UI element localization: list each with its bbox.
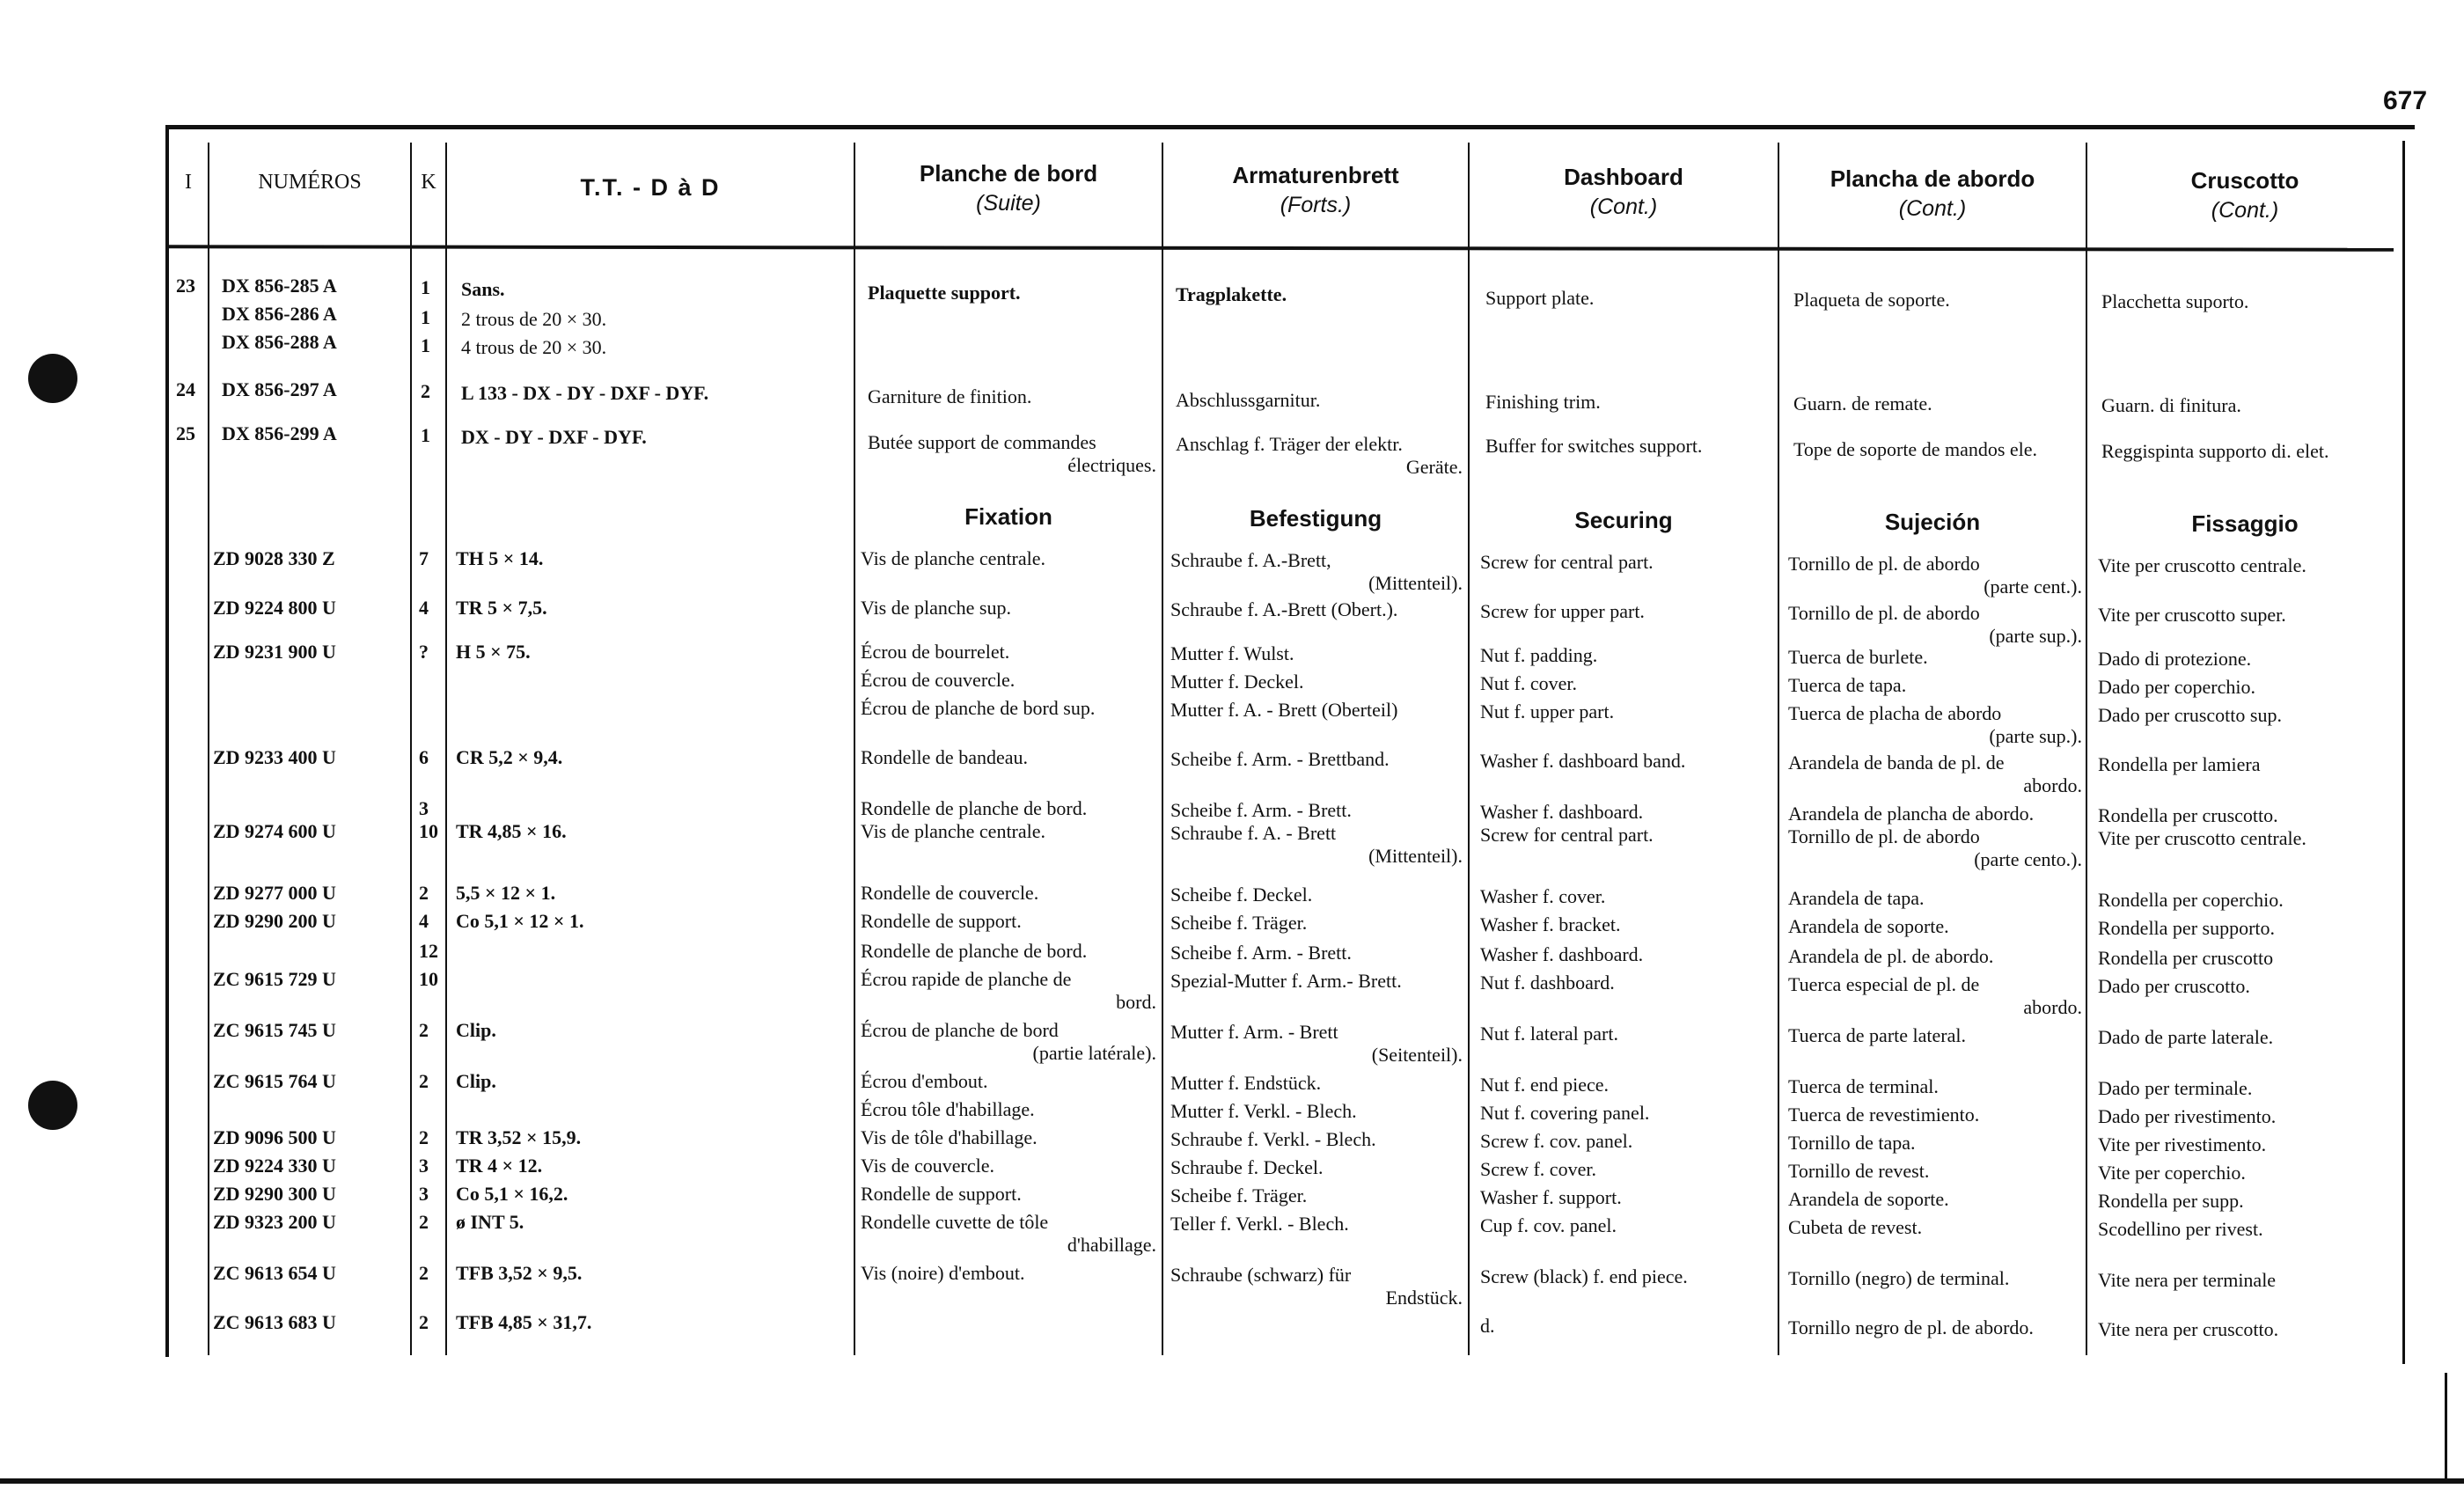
desc-de: Spezial-Mutter f. Arm.- Brett.	[1170, 970, 1402, 992]
header-lang-de	[1163, 160, 1468, 220]
desc-en: Washer f. cover.	[1480, 885, 1606, 907]
desc-it: Dado per cruscotto.	[2098, 975, 2250, 997]
header-en-title: Dashboard	[1564, 164, 1683, 190]
desc-es-cont: (parte cento.).	[1974, 848, 2082, 870]
desc-en: Washer f. dashboard.	[1480, 943, 1644, 965]
quantity: 2	[419, 1311, 429, 1333]
section-de: Befestigung	[1249, 505, 1382, 532]
part-number: DX 856-285 A	[222, 275, 337, 297]
part-number: ZC 9615 729 U	[213, 968, 336, 990]
desc-it: Rondella per supporto.	[2098, 917, 2276, 939]
header-col-k: K	[421, 171, 436, 194]
tt-spec: DX - DY - DXF - DYF.	[461, 426, 647, 448]
desc-en: d.	[1480, 1315, 1495, 1337]
desc-en: Cup f. cov. panel.	[1480, 1214, 1617, 1236]
part-number: ZD 9096 500 U	[213, 1126, 336, 1148]
desc-en: Nut f. upper part.	[1480, 700, 1615, 722]
part-number: ZD 9274 600 U	[213, 820, 336, 842]
table-left-border	[165, 125, 169, 1357]
desc-es-cont: (parte sup.).	[1989, 725, 2082, 747]
page-bottom-rule	[0, 1478, 2464, 1484]
desc-en: Nut f. cover.	[1480, 672, 1577, 694]
desc-es: Tornillo de revest.	[1788, 1160, 1930, 1182]
header-col-numeros: NUMÉROS	[258, 171, 362, 194]
desc-fr: Butée support de commandes	[868, 431, 1096, 453]
desc-de: Schraube f. Verkl. - Blech.	[1170, 1128, 1376, 1150]
header-en-sub: (Cont.)	[1589, 194, 1658, 219]
desc-it: Dado per cruscotto sup.	[2098, 704, 2282, 726]
tt-spec: Co 5,1 × 16,2.	[456, 1183, 568, 1205]
quantity: 10	[419, 968, 438, 990]
desc-en: Nut f. lateral part.	[1480, 1023, 1618, 1045]
quantity: 3	[419, 1155, 429, 1177]
header-col-i: I	[185, 171, 192, 194]
punch-hole-bottom	[28, 1081, 77, 1130]
page-number: 677	[2383, 86, 2428, 115]
tt-spec: Sans.	[461, 278, 505, 300]
col-sep-i	[208, 143, 209, 1355]
tt-spec: Clip.	[456, 1070, 496, 1092]
desc-it: Rondella per lamiera	[2098, 753, 2261, 775]
desc-es-cont: (parte sup.).	[1989, 625, 2082, 647]
desc-es: Tornillo (negro) de terminal.	[1788, 1267, 2010, 1289]
quantity: 2	[419, 1211, 429, 1233]
desc-it: Rondella per coperchio.	[2098, 889, 2284, 911]
item-number: 23	[176, 275, 195, 297]
desc-fr: Vis de planche centrale.	[861, 820, 1046, 842]
col-sep-k	[445, 143, 447, 1355]
desc-es: Arandela de soporte.	[1788, 1188, 1949, 1210]
desc-de: Schraube f. Deckel.	[1170, 1156, 1324, 1178]
desc-it: Vite per coperchio.	[2098, 1162, 2246, 1184]
desc-es: Arandela de plancha de abordo.	[1788, 803, 2035, 825]
desc-en: Nut f. end piece.	[1480, 1074, 1609, 1096]
quantity: 1	[421, 334, 430, 356]
quantity: 2	[419, 882, 429, 904]
header-de-title: Armaturenbrett	[1232, 162, 1399, 188]
quantity: 7	[419, 547, 429, 569]
desc-fr: Vis de planche sup.	[861, 597, 1011, 619]
desc-fr: Rondelle de support.	[861, 910, 1022, 932]
desc-es: Tornillo de pl. de abordo	[1788, 602, 1980, 624]
item-number: 25	[176, 422, 195, 444]
desc-de: Scheibe f. Deckel.	[1170, 884, 1313, 906]
header-lang-en	[1470, 162, 1778, 222]
tt-spec: L 133 - DX - DY - DXF - DYF.	[461, 382, 709, 404]
tt-spec: 5,5 × 12 × 1.	[456, 882, 556, 904]
desc-de-cont: Endstück.	[1385, 1287, 1463, 1309]
desc-de: Mutter f. Deckel.	[1170, 671, 1304, 693]
desc-en: Finishing trim.	[1485, 391, 1601, 413]
desc-es: Tuerca especial de pl. de	[1788, 973, 1980, 995]
section-fr: Fixation	[964, 503, 1052, 530]
desc-fr: Rondelle de planche de bord.	[861, 940, 1088, 962]
part-number: ZD 9290 200 U	[213, 910, 336, 932]
desc-es: Arandela de pl. de abordo.	[1788, 945, 1994, 967]
part-number: DX 856-288 A	[222, 331, 337, 353]
header-fr-title: Planche de bord	[919, 160, 1098, 187]
section-en: Securing	[1574, 507, 1673, 533]
col-sep-fr	[1162, 143, 1163, 1355]
desc-fr: Vis de tôle d'habillage.	[861, 1126, 1038, 1148]
desc-de: Scheibe f. Arm. - Brett.	[1170, 799, 1352, 821]
desc-it: Reggispinta supporto di. elet.	[2101, 440, 2329, 462]
desc-en: Screw f. cov. panel.	[1480, 1130, 1633, 1152]
desc-fr: Rondelle de support.	[861, 1183, 1022, 1205]
desc-de: Anschlag f. Träger der elektr.	[1176, 433, 1403, 455]
part-number: ZD 9277 000 U	[213, 882, 336, 904]
desc-de: Scheibe f. Arm. - Brettband.	[1170, 748, 1390, 770]
desc-en: Nut f. dashboard.	[1480, 972, 1615, 994]
tt-spec: H 5 × 75.	[456, 641, 531, 663]
desc-de: Schraube f. A.-Brett (Obert.).	[1170, 598, 1398, 620]
desc-de: Mutter f. A. - Brett (Oberteil)	[1170, 699, 1398, 721]
desc-fr: Écrou de bourrelet.	[861, 641, 1010, 663]
desc-es: Tope de soporte de mandos ele.	[1793, 438, 2038, 460]
section-it: Fissaggio	[2191, 510, 2299, 537]
desc-fr: Écrou d'embout.	[861, 1070, 988, 1092]
desc-it: Guarn. di finitura.	[2101, 394, 2241, 416]
desc-es: Tuerca de revestimiento.	[1788, 1104, 1980, 1126]
quantity: ?	[419, 641, 429, 663]
desc-es: Plaqueta de soporte.	[1793, 289, 1950, 311]
quantity: 4	[419, 597, 429, 619]
desc-fr-cont: bord.	[1116, 991, 1156, 1013]
quantity: 2	[419, 1070, 429, 1092]
quantity: 1	[421, 306, 430, 328]
desc-it: Vite per rivestimento.	[2098, 1133, 2267, 1155]
desc-es: Arandela de soporte.	[1788, 915, 1949, 937]
desc-es: Tornillo de tapa.	[1788, 1132, 1916, 1154]
desc-de: Tragplakette.	[1176, 283, 1287, 305]
col-sep-es	[2086, 143, 2087, 1355]
desc-de-cont: (Seitenteil).	[1371, 1044, 1463, 1066]
col-sep-de	[1468, 143, 1470, 1355]
tt-spec: CR 5,2 × 9,4.	[456, 746, 563, 768]
desc-it: Vite nera per cruscotto.	[2098, 1318, 2279, 1340]
header-lang-es	[1779, 164, 2086, 224]
quantity: 2	[419, 1019, 429, 1041]
col-sep-en	[1778, 143, 1779, 1355]
header-fr-sub: (Suite)	[976, 191, 1041, 216]
page-right-edge	[2445, 1373, 2447, 1478]
col-sep-num	[410, 143, 412, 1355]
desc-es: Tuerca de placha de abordo	[1788, 702, 2002, 724]
desc-es-cont: abordo.	[2023, 996, 2082, 1018]
desc-en: Screw f. cover.	[1480, 1158, 1596, 1180]
header-de-sub: (Forts.)	[1280, 193, 1352, 217]
desc-de: Mutter f. Wulst.	[1170, 642, 1294, 664]
desc-it: Dado per terminale.	[2098, 1077, 2253, 1099]
desc-de: Abschlussgarnitur.	[1176, 389, 1321, 411]
part-number: ZD 9224 330 U	[213, 1155, 336, 1177]
desc-fr-cont: d'habillage.	[1067, 1234, 1156, 1256]
col-sep-tt	[854, 143, 855, 1355]
part-number: ZC 9615 745 U	[213, 1019, 336, 1041]
desc-de-cont: (Mittenteil).	[1368, 572, 1463, 594]
desc-fr: Rondelle cuvette de tôle	[861, 1211, 1049, 1233]
table-top-border	[165, 125, 2415, 129]
desc-en: Buffer for switches support.	[1485, 435, 1703, 457]
part-number: ZD 9290 300 U	[213, 1183, 336, 1205]
quantity: 3	[419, 1183, 429, 1205]
tt-spec: ø INT 5.	[456, 1211, 524, 1233]
desc-en: Washer f. bracket.	[1480, 913, 1621, 935]
quantity: 2	[419, 1262, 429, 1284]
desc-de: Schraube (schwarz) für	[1170, 1264, 1352, 1286]
section-es: Sujeción	[1884, 509, 1981, 535]
desc-it: Dado de parte laterale.	[2098, 1026, 2274, 1048]
desc-de: Mutter f. Verkl. - Blech.	[1170, 1100, 1357, 1122]
desc-de: Teller f. Verkl. - Blech.	[1170, 1213, 1349, 1235]
desc-it: Vite nera per terminale	[2098, 1269, 2277, 1291]
part-number: DX 856-286 A	[222, 303, 337, 325]
tt-spec: TR 5 × 7,5.	[456, 597, 547, 619]
tt-spec: Co 5,1 × 12 × 1.	[456, 910, 584, 932]
desc-es: Arandela de banda de pl. de	[1788, 752, 2005, 774]
tt-spec: 4 trous de 20 × 30.	[461, 336, 607, 358]
tt-spec: 2 trous de 20 × 30.	[461, 308, 607, 330]
desc-fr: Garniture de finition.	[868, 385, 1032, 407]
desc-en: Screw for upper part.	[1480, 600, 1645, 622]
tt-spec: TFB 4,85 × 31,7.	[456, 1311, 592, 1333]
part-number: ZD 9231 900 U	[213, 641, 336, 663]
desc-de: Mutter f. Arm. - Brett	[1170, 1021, 1338, 1043]
desc-en: Screw (black) f. end piece.	[1480, 1265, 1688, 1287]
desc-fr: Écrou rapide de planche de	[861, 968, 1072, 990]
desc-en: Washer f. dashboard band.	[1480, 750, 1686, 772]
desc-es: Tornillo de pl. de abordo	[1788, 825, 1980, 847]
desc-fr-cont: (partie latérale).	[1032, 1042, 1156, 1064]
part-number: ZC 9613 683 U	[213, 1311, 336, 1333]
header-lang-fr	[855, 158, 1162, 218]
desc-es-cont: abordo.	[2023, 774, 2082, 796]
desc-es: Tornillo negro de pl. de abordo.	[1788, 1316, 2034, 1338]
header-es-sub: (Cont.)	[1898, 196, 1967, 221]
part-number: ZD 9028 330 Z	[213, 547, 335, 569]
desc-de: Mutter f. Endstück.	[1170, 1072, 1322, 1094]
header-bottom-border	[165, 245, 2394, 252]
desc-fr: Rondelle de bandeau.	[861, 746, 1028, 768]
item-number: 24	[176, 378, 195, 400]
punch-hole-top	[28, 354, 77, 403]
desc-de: Schraube f. A. - Brett	[1170, 822, 1337, 844]
desc-en: Support plate.	[1485, 287, 1595, 309]
desc-it: Dado per coperchio.	[2098, 676, 2255, 698]
desc-fr: Plaquette support.	[868, 282, 1021, 304]
desc-de-cont: Geräte.	[1405, 456, 1463, 478]
quantity: 1	[421, 276, 430, 298]
desc-de: Scheibe f. Arm. - Brett.	[1170, 942, 1352, 964]
desc-it: Rondella per cruscotto	[2098, 947, 2274, 969]
part-number: ZC 9613 654 U	[213, 1262, 336, 1284]
desc-en: Screw for central part.	[1480, 824, 1654, 846]
desc-es: Tuerca de terminal.	[1788, 1075, 1939, 1097]
header-it-title: Cruscotto	[2190, 167, 2299, 194]
desc-es: Tuerca de burlete.	[1788, 646, 1928, 668]
desc-es: Tuerca de tapa.	[1788, 674, 1907, 696]
tt-spec: TR 4 × 12.	[456, 1155, 543, 1177]
desc-it: Vite per cruscotto super.	[2098, 604, 2286, 626]
quantity: 1	[421, 424, 430, 446]
tt-spec: TFB 3,52 × 9,5.	[456, 1262, 583, 1284]
desc-en: Washer f. support.	[1480, 1186, 1622, 1208]
desc-it: Rondella per supp.	[2098, 1190, 2244, 1212]
desc-fr: Vis de couvercle.	[861, 1155, 995, 1177]
desc-fr: Écrou de planche de bord sup.	[861, 697, 1096, 719]
desc-fr: Écrou de couvercle.	[861, 669, 1016, 691]
table-right-border	[2402, 141, 2405, 1364]
desc-it: Dado per rivestimento.	[2098, 1105, 2277, 1127]
quantity: 2	[419, 1126, 429, 1148]
desc-fr: Rondelle de planche de bord.	[861, 797, 1088, 819]
desc-de: Scheibe f. Träger.	[1170, 912, 1308, 934]
part-number: DX 856-297 A	[222, 378, 337, 400]
desc-en: Washer f. dashboard.	[1480, 801, 1644, 823]
tt-spec: TH 5 × 14.	[456, 547, 544, 569]
quantity: 10	[419, 820, 438, 842]
desc-it: Vite per cruscotto centrale.	[2098, 554, 2306, 576]
header-col-tt: T.T. - D à D	[580, 174, 721, 201]
desc-es: Tuerca de parte lateral.	[1788, 1024, 1966, 1046]
part-number: ZD 9233 400 U	[213, 746, 336, 768]
header-es-title: Plancha de abordo	[1830, 165, 2035, 192]
desc-it: Scodellino per rivest.	[2098, 1218, 2263, 1240]
desc-de: Scheibe f. Träger.	[1170, 1184, 1308, 1206]
desc-fr-cont: électriques.	[1067, 454, 1156, 476]
desc-es-cont: (parte cent.).	[1984, 576, 2082, 598]
quantity: 12	[419, 940, 438, 962]
desc-de: Schraube f. A.-Brett,	[1170, 549, 1331, 571]
part-number: DX 856-299 A	[222, 422, 337, 444]
part-number: ZD 9323 200 U	[213, 1211, 336, 1233]
desc-it: Dado di protezione.	[2098, 648, 2252, 670]
desc-fr: Rondelle de couvercle.	[861, 882, 1039, 904]
desc-it: Rondella per cruscotto.	[2098, 804, 2278, 826]
desc-es: Tornillo de pl. de abordo	[1788, 553, 1980, 575]
desc-it: Placchetta suporto.	[2101, 290, 2249, 312]
desc-es: Guarn. de remate.	[1793, 392, 1932, 414]
desc-en: Nut f. padding.	[1480, 644, 1598, 666]
desc-fr: Vis de planche centrale.	[861, 547, 1046, 569]
quantity: 2	[421, 380, 430, 402]
part-number: ZD 9224 800 U	[213, 597, 336, 619]
desc-fr: Écrou tôle d'habillage.	[861, 1098, 1035, 1120]
tt-spec: TR 4,85 × 16.	[456, 820, 567, 842]
desc-es: Arandela de tapa.	[1788, 887, 1925, 909]
tt-spec: Clip.	[456, 1019, 496, 1041]
desc-de-cont: (Mittenteil).	[1368, 845, 1463, 867]
desc-fr: Vis (noire) d'embout.	[861, 1262, 1025, 1284]
desc-it: Vite per cruscotto centrale.	[2098, 827, 2306, 849]
tt-spec: TR 3,52 × 15,9.	[456, 1126, 582, 1148]
part-number: ZC 9615 764 U	[213, 1070, 336, 1092]
desc-en: Nut f. covering panel.	[1480, 1102, 1650, 1124]
quantity: 4	[419, 910, 429, 932]
desc-en: Screw for central part.	[1480, 551, 1654, 573]
quantity: 6	[419, 746, 429, 768]
desc-es: Cubeta de revest.	[1788, 1216, 1923, 1238]
header-lang-it	[2087, 165, 2402, 225]
desc-fr: Écrou de planche de bord	[861, 1019, 1059, 1041]
header-it-sub: (Cont.)	[2211, 198, 2279, 223]
quantity: 3	[419, 797, 429, 819]
